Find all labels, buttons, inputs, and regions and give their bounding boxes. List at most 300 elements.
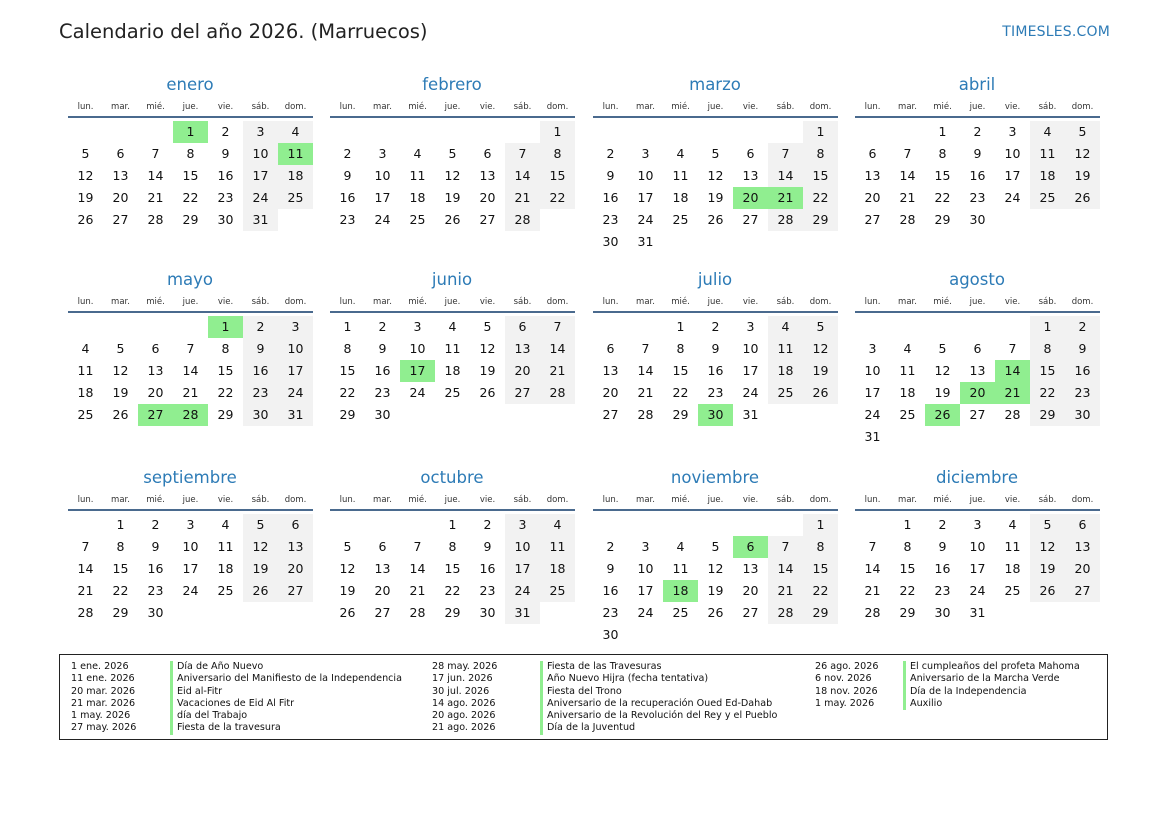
day-cell[interactable]: 6	[278, 514, 313, 536]
day-cell[interactable]: 27	[112, 212, 129, 227]
day-cell[interactable]: 22	[934, 190, 951, 205]
day-cell[interactable]: 29	[672, 407, 689, 422]
day-cell[interactable]: 19	[707, 583, 724, 598]
day-cell[interactable]: 19	[444, 190, 461, 205]
day-cell[interactable]: 20	[1065, 558, 1100, 580]
day-cell[interactable]: 9	[483, 539, 492, 554]
day-cell[interactable]: 3	[641, 146, 650, 161]
day-cell[interactable]: 26	[479, 385, 496, 400]
day-cell[interactable]: 14	[768, 558, 803, 580]
day-cell[interactable]: 18	[409, 190, 426, 205]
day-cell[interactable]: 20	[742, 583, 759, 598]
holiday-day-cell[interactable]: 20	[733, 187, 768, 209]
day-cell[interactable]: 19	[707, 190, 724, 205]
day-cell[interactable]: 24	[637, 212, 654, 227]
day-cell[interactable]: 28	[77, 605, 94, 620]
day-cell[interactable]: 23	[707, 385, 724, 400]
day-cell[interactable]: 16	[374, 363, 391, 378]
day-cell[interactable]: 7	[768, 536, 803, 558]
day-cell[interactable]: 13	[864, 168, 881, 183]
day-cell[interactable]: 16	[217, 168, 234, 183]
day-cell[interactable]: 15	[112, 561, 129, 576]
day-cell[interactable]: 15	[339, 363, 356, 378]
day-cell[interactable]: 17	[505, 558, 540, 580]
day-cell[interactable]: 6	[973, 341, 982, 356]
day-cell[interactable]: 10	[182, 539, 199, 554]
day-cell[interactable]: 24	[864, 407, 881, 422]
day-cell[interactable]: 5	[343, 539, 352, 554]
day-cell[interactable]: 30	[1065, 404, 1100, 426]
day-cell[interactable]: 3	[413, 319, 422, 334]
day-cell[interactable]: 30	[217, 212, 234, 227]
day-cell[interactable]: 11	[1030, 143, 1065, 165]
day-cell[interactable]: 12	[1065, 143, 1100, 165]
day-cell[interactable]: 8	[448, 539, 457, 554]
day-cell[interactable]: 8	[1030, 338, 1065, 360]
day-cell[interactable]: 9	[221, 146, 230, 161]
day-cell[interactable]: 4	[278, 121, 313, 143]
day-cell[interactable]: 12	[77, 168, 94, 183]
day-cell[interactable]: 29	[182, 212, 199, 227]
day-cell[interactable]: 5	[243, 514, 278, 536]
day-cell[interactable]: 7	[641, 341, 650, 356]
day-cell[interactable]: 8	[903, 539, 912, 554]
day-cell[interactable]: 18	[217, 561, 234, 576]
day-cell[interactable]: 17	[374, 190, 391, 205]
day-cell[interactable]: 10	[374, 168, 391, 183]
day-cell[interactable]: 27	[479, 212, 496, 227]
day-cell[interactable]: 15	[540, 165, 575, 187]
day-cell[interactable]: 19	[112, 385, 129, 400]
day-cell[interactable]: 13	[602, 363, 619, 378]
day-cell[interactable]: 13	[742, 561, 759, 576]
day-cell[interactable]: 22	[339, 385, 356, 400]
day-cell[interactable]: 2	[243, 316, 278, 338]
day-cell[interactable]: 11	[768, 338, 803, 360]
day-cell[interactable]: 5	[711, 539, 720, 554]
day-cell[interactable]: 25	[672, 605, 689, 620]
day-cell[interactable]: 24	[505, 580, 540, 602]
day-cell[interactable]: 27	[1065, 580, 1100, 602]
day-cell[interactable]: 24	[182, 583, 199, 598]
day-cell[interactable]: 19	[1065, 165, 1100, 187]
day-cell[interactable]: 21	[147, 190, 164, 205]
day-cell[interactable]: 14	[77, 561, 94, 576]
day-cell[interactable]: 5	[938, 341, 947, 356]
day-cell[interactable]: 23	[1065, 382, 1100, 404]
day-cell[interactable]: 9	[378, 341, 387, 356]
day-cell[interactable]: 12	[934, 363, 951, 378]
day-cell[interactable]: 27	[505, 382, 540, 404]
day-cell[interactable]: 21	[182, 385, 199, 400]
day-cell[interactable]: 4	[1008, 517, 1017, 532]
day-cell[interactable]: 7	[768, 143, 803, 165]
day-cell[interactable]: 19	[803, 360, 838, 382]
day-cell[interactable]: 17	[864, 385, 881, 400]
day-cell[interactable]: 4	[676, 539, 685, 554]
day-cell[interactable]: 26	[339, 605, 356, 620]
day-cell[interactable]: 22	[182, 190, 199, 205]
holiday-day-cell[interactable]: 21	[995, 382, 1030, 404]
day-cell[interactable]: 22	[899, 583, 916, 598]
day-cell[interactable]: 4	[676, 146, 685, 161]
day-cell[interactable]: 27	[742, 212, 759, 227]
holiday-day-cell[interactable]: 27	[138, 404, 173, 426]
day-cell[interactable]: 12	[243, 536, 278, 558]
day-cell[interactable]: 11	[444, 341, 461, 356]
day-cell[interactable]: 3	[186, 517, 195, 532]
day-cell[interactable]: 14	[768, 165, 803, 187]
day-cell[interactable]: 23	[934, 583, 951, 598]
day-cell[interactable]: 24	[1004, 190, 1021, 205]
day-cell[interactable]: 28	[768, 209, 803, 231]
day-cell[interactable]: 6	[1065, 514, 1100, 536]
day-cell[interactable]: 10	[278, 338, 313, 360]
day-cell[interactable]: 11	[77, 363, 94, 378]
day-cell[interactable]: 11	[899, 363, 916, 378]
holiday-day-cell[interactable]: 18	[663, 580, 698, 602]
day-cell[interactable]: 29	[1030, 404, 1065, 426]
day-cell[interactable]: 24	[374, 212, 391, 227]
day-cell[interactable]: 27	[278, 580, 313, 602]
day-cell[interactable]: 20	[374, 583, 391, 598]
day-cell[interactable]: 3	[243, 121, 278, 143]
day-cell[interactable]: 16	[707, 363, 724, 378]
day-cell[interactable]: 1	[938, 124, 947, 139]
day-cell[interactable]: 26	[1030, 580, 1065, 602]
day-cell[interactable]: 10	[409, 341, 426, 356]
day-cell[interactable]: 26	[112, 407, 129, 422]
day-cell[interactable]: 24	[243, 187, 278, 209]
day-cell[interactable]: 6	[868, 146, 877, 161]
day-cell[interactable]: 23	[969, 190, 986, 205]
day-cell[interactable]: 13	[374, 561, 391, 576]
day-cell[interactable]: 5	[711, 146, 720, 161]
day-cell[interactable]: 4	[540, 514, 575, 536]
day-cell[interactable]: 20	[278, 558, 313, 580]
day-cell[interactable]: 11	[409, 168, 426, 183]
day-cell[interactable]: 20	[864, 190, 881, 205]
day-cell[interactable]: 12	[444, 168, 461, 183]
day-cell[interactable]: 5	[483, 319, 492, 334]
day-cell[interactable]: 31	[278, 404, 313, 426]
day-cell[interactable]: 1	[1030, 316, 1065, 338]
day-cell[interactable]: 8	[116, 539, 125, 554]
day-cell[interactable]: 6	[116, 146, 125, 161]
day-cell[interactable]: 2	[483, 517, 492, 532]
day-cell[interactable]: 31	[969, 605, 986, 620]
day-cell[interactable]: 8	[540, 143, 575, 165]
day-cell[interactable]: 12	[707, 561, 724, 576]
brand-link[interactable]: TIMESLES.COM	[1002, 24, 1110, 40]
day-cell[interactable]: 27	[969, 407, 986, 422]
day-cell[interactable]: 26	[707, 605, 724, 620]
day-cell[interactable]: 16	[1065, 360, 1100, 382]
day-cell[interactable]: 7	[903, 146, 912, 161]
holiday-day-cell[interactable]: 28	[173, 404, 208, 426]
day-cell[interactable]: 3	[1008, 124, 1017, 139]
day-cell[interactable]: 19	[77, 190, 94, 205]
day-cell[interactable]: 17	[637, 583, 654, 598]
day-cell[interactable]: 4	[903, 341, 912, 356]
day-cell[interactable]: 28	[147, 212, 164, 227]
day-cell[interactable]: 6	[483, 146, 492, 161]
day-cell[interactable]: 5	[1065, 121, 1100, 143]
day-cell[interactable]: 13	[505, 338, 540, 360]
day-cell[interactable]: 4	[221, 517, 230, 532]
day-cell[interactable]: 14	[505, 165, 540, 187]
day-cell[interactable]: 30	[147, 605, 164, 620]
day-cell[interactable]: 9	[938, 539, 947, 554]
day-cell[interactable]: 13	[112, 168, 129, 183]
day-cell[interactable]: 29	[899, 605, 916, 620]
day-cell[interactable]: 3	[378, 146, 387, 161]
day-cell[interactable]: 21	[540, 360, 575, 382]
day-cell[interactable]: 30	[602, 234, 619, 249]
day-cell[interactable]: 29	[112, 605, 129, 620]
day-cell[interactable]: 12	[707, 168, 724, 183]
day-cell[interactable]: 12	[339, 561, 356, 576]
day-cell[interactable]: 1	[343, 319, 352, 334]
day-cell[interactable]: 19	[1030, 558, 1065, 580]
day-cell[interactable]: 7	[413, 539, 422, 554]
holiday-day-cell[interactable]: 11	[278, 143, 313, 165]
day-cell[interactable]: 11	[1004, 539, 1021, 554]
day-cell[interactable]: 18	[899, 385, 916, 400]
day-cell[interactable]: 4	[81, 341, 90, 356]
day-cell[interactable]: 24	[637, 605, 654, 620]
day-cell[interactable]: 11	[672, 561, 689, 576]
day-cell[interactable]: 1	[803, 121, 838, 143]
day-cell[interactable]: 27	[374, 605, 391, 620]
day-cell[interactable]: 16	[479, 561, 496, 576]
day-cell[interactable]: 8	[221, 341, 230, 356]
day-cell[interactable]: 14	[540, 338, 575, 360]
day-cell[interactable]: 21	[637, 385, 654, 400]
day-cell[interactable]: 12	[803, 338, 838, 360]
day-cell[interactable]: 9	[151, 539, 160, 554]
day-cell[interactable]: 1	[540, 121, 575, 143]
day-cell[interactable]: 22	[803, 187, 838, 209]
day-cell[interactable]: 23	[374, 385, 391, 400]
day-cell[interactable]: 2	[606, 146, 615, 161]
day-cell[interactable]: 13	[1065, 536, 1100, 558]
day-cell[interactable]: 29	[803, 209, 838, 231]
day-cell[interactable]: 19	[479, 363, 496, 378]
day-cell[interactable]: 25	[1030, 187, 1065, 209]
day-cell[interactable]: 25	[768, 382, 803, 404]
day-cell[interactable]: 8	[803, 143, 838, 165]
day-cell[interactable]: 18	[1004, 561, 1021, 576]
day-cell[interactable]: 17	[182, 561, 199, 576]
day-cell[interactable]: 29	[339, 407, 356, 422]
day-cell[interactable]: 20	[112, 190, 129, 205]
day-cell[interactable]: 15	[803, 558, 838, 580]
day-cell[interactable]: 15	[1030, 360, 1065, 382]
day-cell[interactable]: 24	[742, 385, 759, 400]
day-cell[interactable]: 22	[540, 187, 575, 209]
day-cell[interactable]: 18	[672, 190, 689, 205]
day-cell[interactable]: 14	[899, 168, 916, 183]
day-cell[interactable]: 6	[378, 539, 387, 554]
day-cell[interactable]: 22	[803, 580, 838, 602]
day-cell[interactable]: 6	[746, 146, 755, 161]
day-cell[interactable]: 13	[969, 363, 986, 378]
day-cell[interactable]: 2	[938, 517, 947, 532]
day-cell[interactable]: 16	[969, 168, 986, 183]
day-cell[interactable]: 2	[221, 124, 230, 139]
day-cell[interactable]: 7	[1008, 341, 1017, 356]
day-cell[interactable]: 27	[602, 407, 619, 422]
day-cell[interactable]: 22	[444, 583, 461, 598]
day-cell[interactable]: 11	[672, 168, 689, 183]
day-cell[interactable]: 15	[803, 165, 838, 187]
day-cell[interactable]: 14	[409, 561, 426, 576]
day-cell[interactable]: 15	[444, 561, 461, 576]
holiday-day-cell[interactable]: 30	[698, 404, 733, 426]
day-cell[interactable]: 21	[768, 580, 803, 602]
day-cell[interactable]: 31	[243, 209, 278, 231]
day-cell[interactable]: 10	[1004, 146, 1021, 161]
day-cell[interactable]: 29	[934, 212, 951, 227]
day-cell[interactable]: 22	[217, 385, 234, 400]
day-cell[interactable]: 23	[217, 190, 234, 205]
day-cell[interactable]: 10	[864, 363, 881, 378]
day-cell[interactable]: 2	[151, 517, 160, 532]
day-cell[interactable]: 31	[637, 234, 654, 249]
day-cell[interactable]: 26	[77, 212, 94, 227]
day-cell[interactable]: 11	[540, 536, 575, 558]
day-cell[interactable]: 7	[186, 341, 195, 356]
day-cell[interactable]: 20	[147, 385, 164, 400]
day-cell[interactable]: 4	[413, 146, 422, 161]
day-cell[interactable]: 10	[637, 561, 654, 576]
holiday-day-cell[interactable]: 21	[768, 187, 803, 209]
holiday-day-cell[interactable]: 17	[400, 360, 435, 382]
day-cell[interactable]: 25	[899, 407, 916, 422]
day-cell[interactable]: 25	[77, 407, 94, 422]
day-cell[interactable]: 18	[77, 385, 94, 400]
day-cell[interactable]: 25	[540, 580, 575, 602]
day-cell[interactable]: 24	[409, 385, 426, 400]
day-cell[interactable]: 17	[742, 363, 759, 378]
day-cell[interactable]: 15	[899, 561, 916, 576]
day-cell[interactable]: 7	[81, 539, 90, 554]
day-cell[interactable]: 19	[243, 558, 278, 580]
day-cell[interactable]: 9	[243, 338, 278, 360]
day-cell[interactable]: 27	[864, 212, 881, 227]
day-cell[interactable]: 26	[1065, 187, 1100, 209]
day-cell[interactable]: 13	[479, 168, 496, 183]
day-cell[interactable]: 8	[803, 536, 838, 558]
day-cell[interactable]: 18	[278, 165, 313, 187]
day-cell[interactable]: 5	[448, 146, 457, 161]
day-cell[interactable]: 1	[903, 517, 912, 532]
day-cell[interactable]: 13	[278, 536, 313, 558]
day-cell[interactable]: 30	[602, 627, 619, 642]
day-cell[interactable]: 3	[973, 517, 982, 532]
day-cell[interactable]: 7	[868, 539, 877, 554]
day-cell[interactable]: 11	[217, 539, 234, 554]
day-cell[interactable]: 17	[637, 190, 654, 205]
holiday-day-cell[interactable]: 1	[208, 316, 243, 338]
day-cell[interactable]: 15	[217, 363, 234, 378]
day-cell[interactable]: 2	[1065, 316, 1100, 338]
day-cell[interactable]: 24	[278, 382, 313, 404]
day-cell[interactable]: 1	[676, 319, 685, 334]
day-cell[interactable]: 30	[934, 605, 951, 620]
day-cell[interactable]: 19	[934, 385, 951, 400]
day-cell[interactable]: 27	[742, 605, 759, 620]
day-cell[interactable]: 22	[1030, 382, 1065, 404]
day-cell[interactable]: 14	[864, 561, 881, 576]
day-cell[interactable]: 2	[378, 319, 387, 334]
day-cell[interactable]: 1	[803, 514, 838, 536]
day-cell[interactable]: 25	[672, 212, 689, 227]
day-cell[interactable]: 10	[969, 539, 986, 554]
day-cell[interactable]: 12	[479, 341, 496, 356]
day-cell[interactable]: 23	[479, 583, 496, 598]
day-cell[interactable]: 5	[1030, 514, 1065, 536]
day-cell[interactable]: 15	[182, 168, 199, 183]
day-cell[interactable]: 25	[409, 212, 426, 227]
day-cell[interactable]: 7	[151, 146, 160, 161]
day-cell[interactable]: 4	[768, 316, 803, 338]
day-cell[interactable]: 26	[707, 212, 724, 227]
day-cell[interactable]: 16	[934, 561, 951, 576]
holiday-day-cell[interactable]: 14	[995, 360, 1030, 382]
day-cell[interactable]: 15	[672, 363, 689, 378]
day-cell[interactable]: 4	[1030, 121, 1065, 143]
day-cell[interactable]: 17	[1004, 168, 1021, 183]
day-cell[interactable]: 22	[672, 385, 689, 400]
day-cell[interactable]: 26	[803, 382, 838, 404]
day-cell[interactable]: 16	[602, 190, 619, 205]
day-cell[interactable]: 17	[969, 561, 986, 576]
day-cell[interactable]: 3	[746, 319, 755, 334]
day-cell[interactable]: 2	[606, 539, 615, 554]
day-cell[interactable]: 6	[151, 341, 160, 356]
day-cell[interactable]: 29	[803, 602, 838, 624]
day-cell[interactable]: 3	[641, 539, 650, 554]
day-cell[interactable]: 4	[448, 319, 457, 334]
day-cell[interactable]: 21	[409, 583, 426, 598]
day-cell[interactable]: 1	[448, 517, 457, 532]
day-cell[interactable]: 2	[973, 124, 982, 139]
day-cell[interactable]: 23	[602, 605, 619, 620]
day-cell[interactable]: 30	[969, 212, 986, 227]
day-cell[interactable]: 16	[339, 190, 356, 205]
day-cell[interactable]: 16	[243, 360, 278, 382]
day-cell[interactable]: 9	[606, 168, 615, 183]
day-cell[interactable]: 8	[676, 341, 685, 356]
day-cell[interactable]: 8	[938, 146, 947, 161]
holiday-day-cell[interactable]: 1	[173, 121, 208, 143]
day-cell[interactable]: 23	[147, 583, 164, 598]
day-cell[interactable]: 18	[768, 360, 803, 382]
day-cell[interactable]: 25	[444, 385, 461, 400]
day-cell[interactable]: 13	[742, 168, 759, 183]
day-cell[interactable]: 13	[147, 363, 164, 378]
day-cell[interactable]: 28	[768, 602, 803, 624]
day-cell[interactable]: 26	[243, 580, 278, 602]
day-cell[interactable]: 23	[339, 212, 356, 227]
day-cell[interactable]: 12	[1030, 536, 1065, 558]
day-cell[interactable]: 21	[864, 583, 881, 598]
day-cell[interactable]: 8	[186, 146, 195, 161]
day-cell[interactable]: 10	[243, 143, 278, 165]
day-cell[interactable]: 28	[505, 209, 540, 231]
